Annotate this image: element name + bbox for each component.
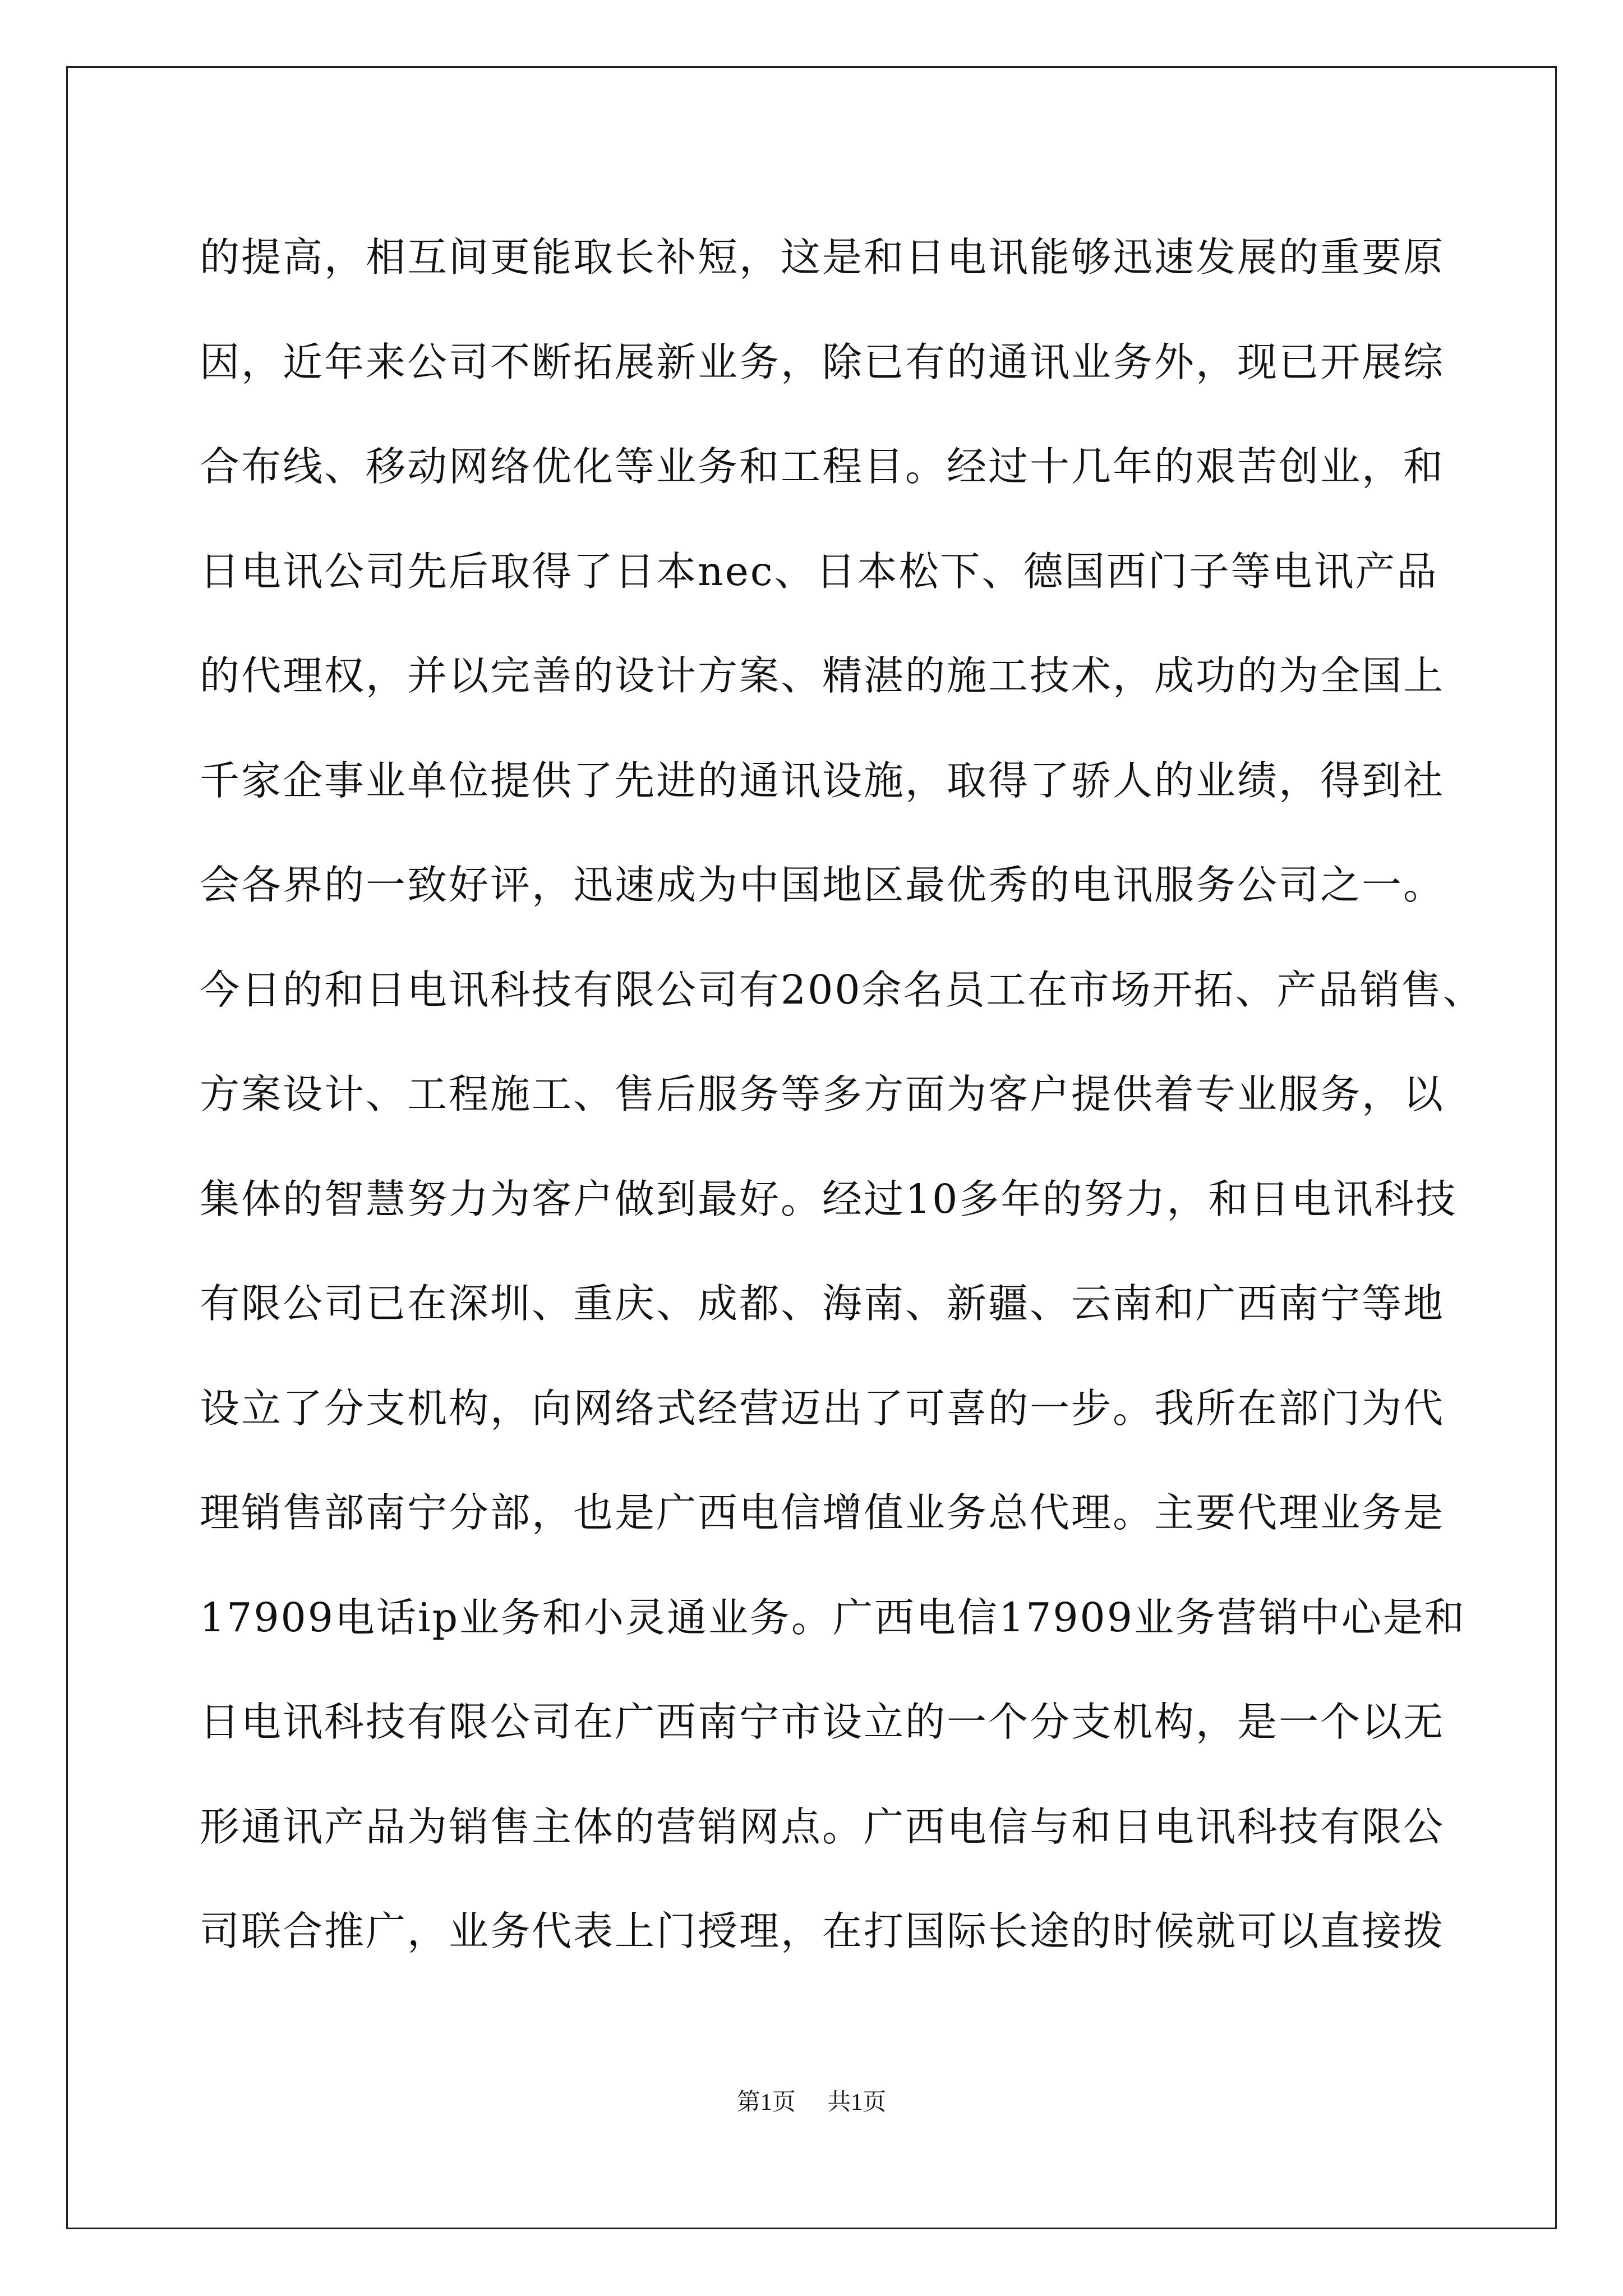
text-line: 会各界的一致好评，迅速成为中国地区最优秀的电讯服务公司之一。: [200, 862, 1445, 908]
text-line: 形通讯产品为销售主体的营销网点。广西电信与和日电讯科技有限公: [200, 1803, 1445, 1850]
text-line: 理销售部南宁分部，也是广西电信增值业务总代理。主要代理业务是: [200, 1489, 1445, 1536]
text-line: 有限公司已在深圳、重庆、成都、海南、新疆、云南和广西南宁等地: [200, 1280, 1445, 1327]
text-line: 今日的和日电讯科技有限公司有200余名员工在市场开拓、产品销售、: [200, 966, 1484, 1013]
text-line: 日电讯科技有限公司在广西南宁市设立的一个分支机构，是一个以无: [200, 1699, 1445, 1745]
page-footer: [0, 2086, 1623, 2119]
page-number: 第1页: [736, 2090, 796, 2115]
page-total: 共1页: [827, 2090, 887, 2115]
text-line: 合布线、移动网络优化等业务和工程目。经过十几年的艰苦创业，和: [200, 443, 1445, 490]
text-line: 的代理权，并以完善的设计方案、精湛的施工技术，成功的为全国上: [200, 652, 1445, 699]
text-line: 设立了分支机构，向网络式经营迈出了可喜的一步。我所在部门为代: [200, 1384, 1445, 1432]
document-body: [200, 205, 1484, 1984]
text-line: 千家企事业单位提供了先进的通讯设施，取得了骄人的业绩，得到社: [200, 757, 1445, 804]
text-line: 的提高，相互间更能取长补短，这是和日电讯能够迅速发展的重要原: [200, 234, 1445, 280]
text-line: 17909电话ip业务和小灵通业务。广西电信17909业务营销中心是和: [200, 1594, 1466, 1641]
text-line: 方案设计、工程施工、售后服务等多方面为客户提供着专业服务，以: [200, 1071, 1445, 1117]
text-line: 司联合推广，业务代表上门授理，在打国际长途的时候就可以直接拨: [200, 1908, 1445, 1954]
text-line: 因，近年来公司不断拓展新业务，除已有的通讯业务外，现已开展综: [200, 338, 1445, 385]
text-line: 日电讯公司先后取得了日本nec、日本松下、德国西门子等电讯产品: [200, 547, 1438, 595]
text-line: 集体的智慧努力为客户做到最好。经过10多年的努力，和日电讯科技: [200, 1175, 1458, 1222]
